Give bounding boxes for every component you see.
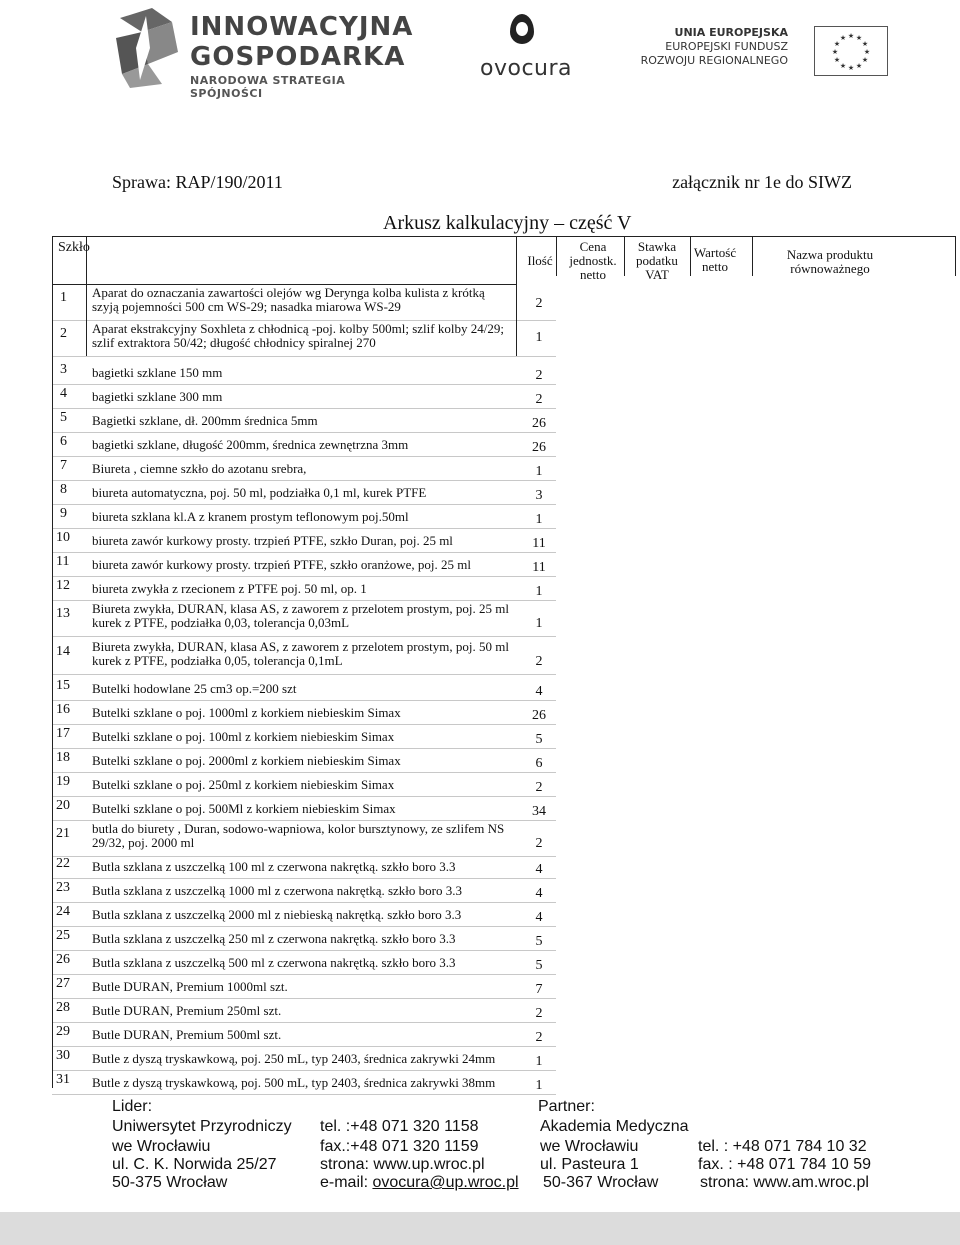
svg-text:★: ★ [847, 64, 855, 72]
row-description [92, 510, 409, 524]
description-line: kurek z PTFE, podziałka 0,05, tolerancja 0,1mL [92, 653, 343, 668]
ig-emblem-icon [112, 8, 180, 88]
eu-line1: UNIA EUROPEJSKA [674, 26, 788, 39]
description-line: Biureta , ciemne szkło do azotanu srebra, [92, 461, 307, 476]
description-line: Butla szklana z uszczelką 1000 ml z czerwona nakrętką. szkło boro 3.3 [92, 883, 462, 898]
lider-email-row [320, 1174, 519, 1192]
row-number: 5 [60, 410, 67, 425]
partner-fax: fax. : +48 071 784 10 59 [698, 1156, 872, 1173]
row-description [92, 414, 318, 428]
lider-city: we Wrocławiu [112, 1138, 211, 1155]
lider-street: ul. C. K. Norwida 25/27 [112, 1156, 277, 1173]
row-number: 8 [60, 482, 67, 497]
row-number: 24 [56, 904, 70, 919]
row-quantity: 1 [535, 512, 543, 527]
row-description [92, 1076, 495, 1090]
svg-text:★: ★ [839, 62, 847, 70]
row-divider [52, 926, 556, 927]
ig-line3: NARODOWA STRATEGIA SPÓJNOŚCI [190, 74, 346, 100]
row-divider [52, 796, 556, 797]
row-quantity: 5 [535, 732, 543, 747]
svg-text:★: ★ [833, 40, 841, 48]
row-quantity: 4 [535, 684, 543, 699]
partner-website[interactable]: strona: www.am.wroc.pl [700, 1174, 869, 1191]
row-description [92, 582, 367, 596]
row-description [92, 462, 306, 476]
row-divider [52, 878, 556, 879]
row-divider [52, 1046, 556, 1047]
lider-tel: tel. :+48 071 320 1158 [320, 1118, 479, 1135]
description-line: butla do biurety , Duran, sodowo-wapniowa, kolor bursztynowy, ze szlifem NS [92, 821, 505, 836]
row-description [92, 778, 394, 792]
row-description [92, 860, 456, 874]
row-divider [52, 724, 556, 725]
description-line: szlif extraktora 50/42; długość chłodnicy spiralnej 270 [92, 335, 376, 350]
row-description [92, 390, 222, 404]
row-divider [52, 356, 556, 357]
row-number: 22 [56, 856, 70, 871]
row-divider [52, 772, 556, 773]
row-divider [52, 528, 556, 529]
svg-text:★: ★ [855, 62, 863, 70]
lider-postal: 50-375 Wrocław [112, 1174, 228, 1191]
eu-flag-icon [814, 26, 888, 76]
row-description [92, 534, 453, 548]
description-line: bagietki szklane 300 mm [92, 389, 223, 404]
description-line: Butla szklana z uszczelką 100 ml z czerwona nakrętką. szkło boro 3.3 [92, 859, 456, 874]
row-description [92, 956, 456, 970]
row-description [92, 602, 509, 630]
row-number: 16 [56, 702, 70, 717]
row-description [92, 822, 504, 850]
row-description [92, 640, 509, 668]
row-description [92, 706, 401, 720]
row-divider [52, 636, 556, 637]
row-quantity: 34 [532, 804, 546, 819]
row-number: 23 [56, 880, 70, 895]
row-description [92, 486, 426, 500]
description-line: Butelki hodowlane 25 cm3 op.=200 szt [92, 681, 297, 696]
row-quantity: 4 [535, 886, 543, 901]
description-line: Butla szklana z uszczelką 2000 ml z niebieską nakrętką. szkło boro 3.3 [92, 907, 462, 922]
svg-text:★: ★ [847, 32, 855, 40]
description-line: Butelki szklane o poj. 100ml z korkiem niebieskim Simax [92, 729, 395, 744]
row-quantity: 2 [535, 368, 543, 383]
row-quantity: 4 [535, 862, 543, 877]
col-header-nazwa: Nazwa produktu równoważnego [786, 247, 874, 276]
case-number: Sprawa: RAP/190/2011 [112, 172, 283, 192]
row-number: 6 [60, 434, 67, 449]
table-vertical-line [516, 236, 517, 356]
row-quantity: 26 [532, 708, 546, 723]
description-line: biureta zwykła z rzecionem z PTFE poj. 50 ml, op. 1 [92, 581, 367, 596]
row-number: 31 [56, 1072, 70, 1087]
row-quantity: 5 [535, 934, 543, 949]
row-description [92, 980, 288, 994]
row-description [92, 1052, 495, 1066]
row-divider [52, 950, 556, 951]
lider-label: Lider: [112, 1098, 153, 1115]
lider-name: Uniwersytet Przyrodniczy [112, 1118, 292, 1135]
row-quantity: 2 [535, 1030, 543, 1045]
row-number: 21 [56, 826, 70, 841]
ovocura-text: ovocura [480, 56, 573, 81]
description-line: biureta zawór kurkowy prosty. trzpień PTFE, szkło Duran, poj. 25 ml [92, 533, 453, 548]
eu-line3: ROZWOJU REGIONALNEGO [640, 54, 788, 67]
row-number: 29 [56, 1024, 70, 1039]
partner-name: Akademia Medyczna [540, 1118, 689, 1135]
row-description [92, 682, 296, 696]
svg-text:★: ★ [839, 34, 847, 42]
row-number: 28 [56, 1000, 70, 1015]
col-header-ilosc: Ilość [527, 253, 553, 268]
row-divider [52, 856, 556, 857]
email-label: e-mail: [320, 1174, 373, 1191]
description-line: Butle z dyszą tryskawkową, poj. 250 mL, typ 2403, średnica zakrywki 24mm [92, 1051, 496, 1066]
row-divider [52, 576, 556, 577]
row-description [92, 366, 222, 380]
table-horizontal-line [52, 236, 955, 237]
description-line: Butelki szklane o poj. 2000ml z korkiem niebieskim Simax [92, 753, 401, 768]
row-quantity: 5 [535, 958, 543, 973]
row-quantity: 2 [535, 780, 543, 795]
row-number: 26 [56, 952, 70, 967]
row-description [92, 322, 504, 350]
innowacyjna-gospodarka-logo [112, 8, 414, 100]
description-line: bagietki szklane 150 mm [92, 365, 223, 380]
row-quantity: 4 [535, 910, 543, 925]
row-quantity: 2 [535, 392, 543, 407]
row-description [92, 558, 471, 572]
description-line: Butelki szklane o poj. 250ml z korkiem niebieskim Simax [92, 777, 395, 792]
attachment-label: załącznik nr 1e do SIWZ [672, 172, 852, 192]
description-line: bagietki szklane, długość 200mm, średnica zewnętrzna 3mm [92, 437, 409, 452]
row-divider [52, 384, 556, 385]
col-header-szklo: Szkło [58, 240, 90, 255]
row-quantity: 26 [532, 440, 546, 455]
row-quantity: 11 [532, 536, 546, 551]
row-divider [52, 700, 556, 701]
svg-text:★: ★ [861, 40, 869, 48]
row-divider [52, 456, 556, 457]
row-number: 25 [56, 928, 70, 943]
row-description [92, 908, 461, 922]
row-quantity: 1 [535, 584, 543, 599]
description-line: Aparat do oznaczania zawartości olejów wg Derynga kolba kulista z krótką [92, 285, 485, 300]
description-line: Butle DURAN, Premium 500ml szt. [92, 1027, 282, 1042]
description-line: Butelki szklane o poj. 500Ml z korkiem niebieskim Simax [92, 801, 396, 816]
row-quantity: 6 [535, 756, 543, 771]
page-bottom-bar [0, 1212, 960, 1245]
row-divider [52, 408, 556, 409]
lider-fax: fax.:+48 071 320 1159 [320, 1138, 479, 1155]
row-quantity: 3 [535, 488, 543, 503]
row-number: 27 [56, 976, 70, 991]
svg-text:★: ★ [831, 48, 839, 56]
svg-text:★: ★ [861, 56, 869, 64]
row-number: 7 [60, 458, 67, 473]
row-divider [52, 432, 556, 433]
eu-line2: EUROPEJSKI FUNDUSZ [665, 40, 788, 53]
row-description [92, 438, 408, 452]
row-quantity: 11 [532, 560, 546, 575]
row-description [92, 754, 401, 768]
row-quantity: 1 [535, 330, 543, 345]
row-number: 9 [60, 506, 67, 521]
table-vertical-line [52, 236, 53, 1088]
row-description [92, 884, 462, 898]
description-line: Butla szklana z uszczelką 500 ml z czerwona nakrętką. szkło boro 3.3 [92, 955, 456, 970]
row-description [92, 932, 456, 946]
row-divider [52, 974, 556, 975]
row-description [92, 1004, 281, 1018]
row-description [92, 1028, 281, 1042]
row-quantity: 1 [535, 616, 543, 631]
row-quantity: 2 [535, 654, 543, 669]
col-header-stawka: Stawka podatku VAT [636, 239, 678, 282]
partner-tel: tel. : +48 071 784 10 32 [698, 1138, 867, 1155]
description-line: Biureta zwykła, DURAN, klasa AS, z zaworem z przelotem prostym, poj. 50 ml [92, 639, 509, 654]
row-number: 30 [56, 1048, 70, 1063]
partner-street: ul. Pasteura 1 [540, 1156, 639, 1173]
ovocura-logo [480, 14, 573, 84]
row-number: 18 [56, 750, 70, 765]
svg-text:★: ★ [863, 48, 871, 56]
description-line: Bagietki szklane, dł. 200mm średnica 5mm [92, 413, 318, 428]
description-line: Butle z dyszą tryskawkową, poj. 500 mL, typ 2403, średnica zakrywki 38mm [92, 1075, 496, 1090]
row-description [92, 802, 396, 816]
row-number: 10 [56, 530, 70, 545]
row-number: 11 [56, 554, 70, 569]
row-quantity: 7 [535, 982, 543, 997]
row-divider [52, 504, 556, 505]
row-number: 12 [56, 578, 70, 593]
table-vertical-line [752, 236, 753, 276]
row-divider [52, 902, 556, 903]
row-number: 14 [56, 644, 70, 659]
row-divider [52, 552, 556, 553]
row-quantity: 2 [535, 1006, 543, 1021]
row-number: 20 [56, 798, 70, 813]
description-line: 29/32, poj. 2000 ml [92, 835, 195, 850]
row-quantity: 2 [535, 296, 543, 311]
row-number: 15 [56, 678, 70, 693]
description-line: Butle DURAN, Premium 1000ml szt. [92, 979, 288, 994]
col-header-wartosc: Wartość netto [693, 245, 737, 274]
partner-postal: 50-367 Wrocław [543, 1174, 659, 1191]
svg-text:★: ★ [855, 34, 863, 42]
row-quantity: 1 [535, 464, 543, 479]
description-line: Butelki szklane o poj. 1000ml z korkiem niebieskim Simax [92, 705, 401, 720]
row-number: 1 [60, 290, 67, 305]
description-line: szyją pojemności 500 cm WS-29; nasadka miarowa WS-29 [92, 299, 401, 314]
eu-logo [640, 26, 888, 82]
row-number: 3 [60, 362, 67, 377]
partner-city: we Wrocławiu [540, 1138, 639, 1155]
table-vertical-line [955, 236, 956, 276]
description-line: biureta zawór kurkowy prosty. trzpień PTFE, szkło oranżowe, poj. 25 ml [92, 557, 471, 572]
svg-text:★: ★ [833, 56, 841, 64]
ig-line1: INNOWACYJNA [190, 12, 414, 42]
description-line: Butla szklana z uszczelką 250 ml z czerwona nakrętką. szkło boro 3.3 [92, 931, 456, 946]
description-line: Aparat ekstrakcyjny Soxhleta z chłodnicą -poj. kolby 500ml; szlif kolby 24/29; [92, 321, 504, 336]
description-line: Butle DURAN, Premium 250ml szt. [92, 1003, 282, 1018]
description-line: Biureta zwykła, DURAN, klasa AS, z zaworem z przelotem prostym, poj. 25 ml [92, 601, 509, 616]
description-line: kurek z PTFE, podziałka 0,03, tolerancja 0,03mL [92, 615, 350, 630]
row-number: 13 [56, 606, 70, 621]
row-number: 17 [56, 726, 70, 741]
row-number: 4 [60, 386, 67, 401]
ig-line2: GOSPODARKA [190, 42, 406, 72]
partner-label: Partner: [538, 1098, 595, 1115]
row-quantity: 1 [535, 1054, 543, 1069]
row-divider [52, 748, 556, 749]
page-title: Arkusz kalkulacyjny – część V [383, 212, 632, 234]
row-number: 19 [56, 774, 70, 789]
lider-website[interactable]: strona: www.up.wroc.pl [320, 1156, 485, 1173]
email-link[interactable]: ovocura@up.wroc.pl [372, 1174, 519, 1191]
row-description [92, 286, 485, 314]
row-quantity: 26 [532, 416, 546, 431]
row-divider [52, 1094, 556, 1095]
description-line: biureta szklana kl.A z kranem prostym teflonowym poj.50ml [92, 509, 409, 524]
col-header-cena: Cena jednostk. netto [569, 239, 617, 282]
row-description [92, 730, 394, 744]
row-divider [52, 480, 556, 481]
row-divider [52, 1022, 556, 1023]
row-quantity: 1 [535, 1078, 543, 1093]
row-number: 2 [60, 326, 67, 341]
row-divider [52, 674, 556, 675]
description-line: biureta automatyczna, poj. 50 ml, podziałka 0,1 ml, kurek PTFE [92, 485, 427, 500]
row-divider [52, 1070, 556, 1071]
row-divider [52, 998, 556, 999]
row-quantity: 2 [535, 836, 543, 851]
